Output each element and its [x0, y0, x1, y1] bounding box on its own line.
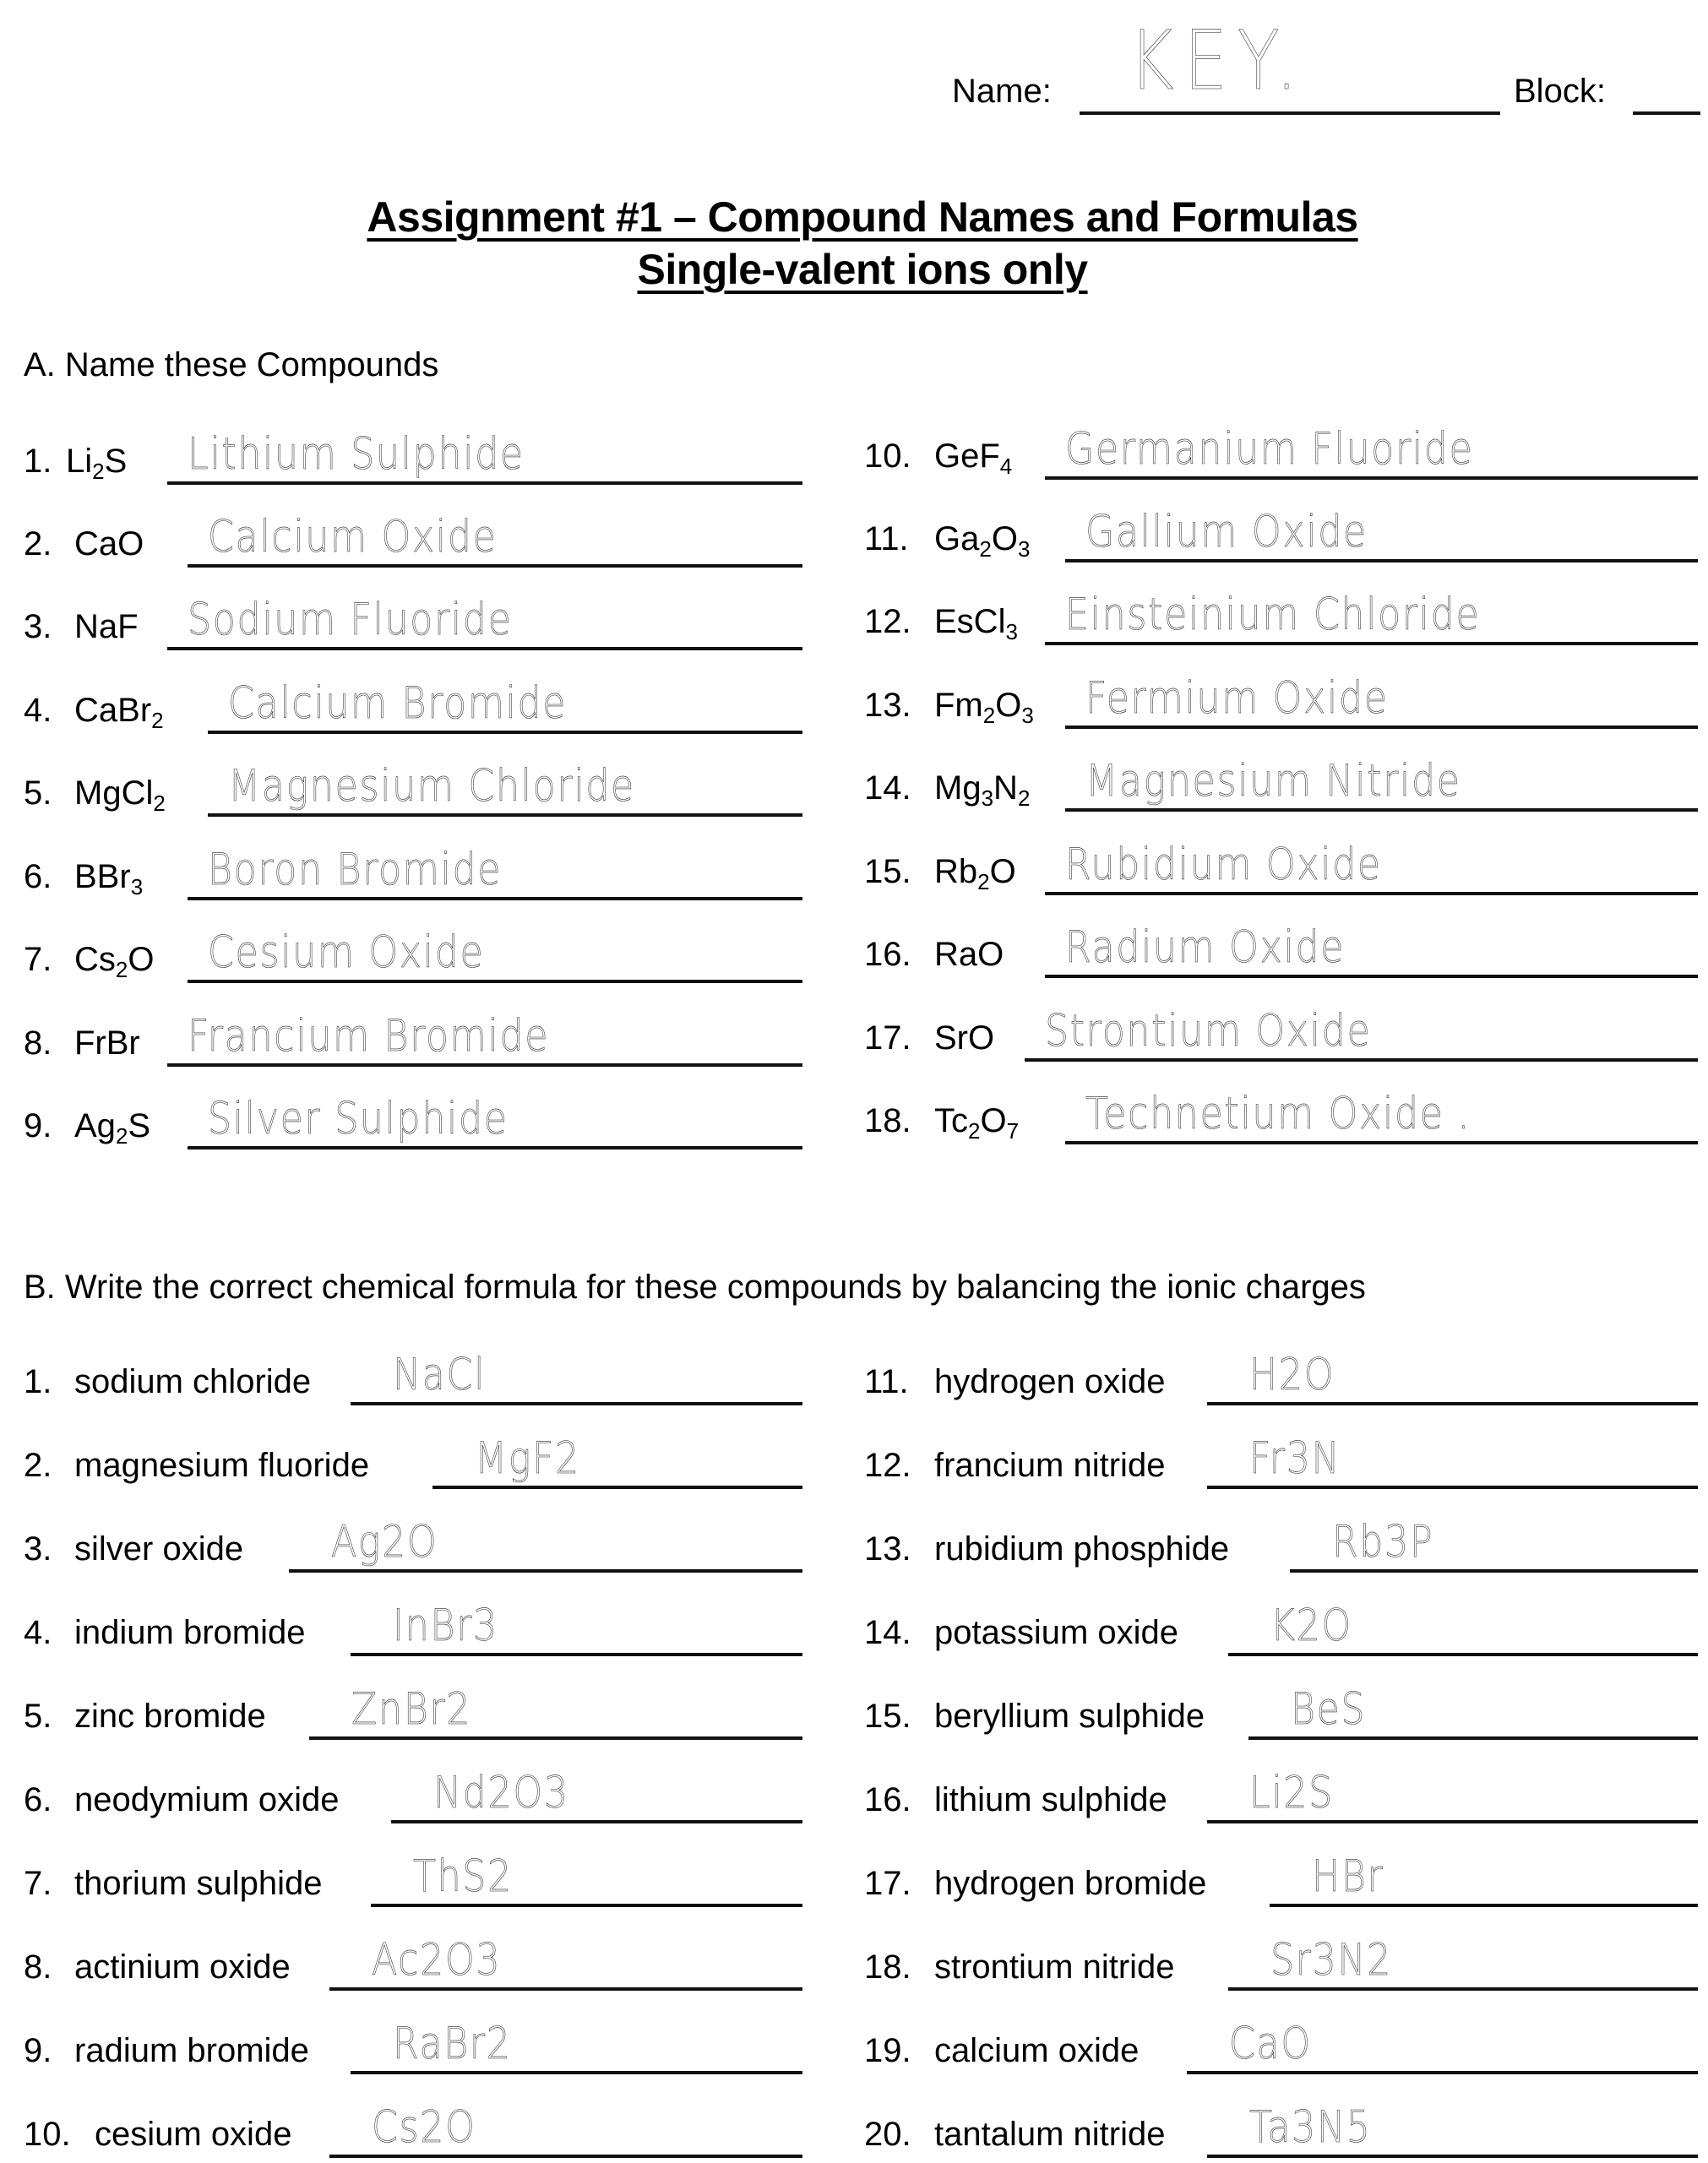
answer-underline	[1045, 476, 1698, 480]
name-field[interactable]	[1080, 14, 1500, 115]
compound-name: thorium sulphide	[74, 1865, 323, 1902]
handwritten-answer: Li2S	[1249, 1768, 1334, 1818]
section-b-item	[0, 1418, 1708, 1494]
answer-underline	[1228, 1653, 1698, 1656]
item-number: 20.	[864, 2116, 911, 2153]
formula-subscript: 3	[1021, 702, 1034, 728]
item-number: 1.	[24, 443, 52, 480]
formula-symbol: MgCl	[74, 774, 154, 812]
formula-subscript: 3	[981, 785, 994, 811]
compound-name: cesium oxide	[95, 2116, 292, 2153]
answer-field[interactable]	[1228, 1920, 1698, 1996]
answer-underline	[1248, 1736, 1698, 1740]
formula-subscript: 2	[977, 868, 990, 894]
compound-name: magnesium fluoride	[74, 1447, 370, 1484]
answer-field[interactable]	[1207, 1418, 1698, 1494]
item-number: 1.	[24, 1363, 52, 1400]
compound-name: indium bromide	[74, 1614, 306, 1651]
formula-subscript: 2	[968, 1117, 981, 1144]
compound-formula	[934, 851, 1016, 892]
handwritten-answer: HBr	[1312, 1851, 1384, 1902]
handwritten-answer: ThS2	[413, 1851, 513, 1902]
item-number: 16.	[864, 936, 911, 973]
formula-subscript: 3	[1005, 618, 1018, 644]
answer-underline	[1290, 1569, 1698, 1573]
item-number: 12.	[864, 603, 911, 640]
item-number: 17.	[864, 1865, 911, 1902]
item-number: 7.	[24, 941, 52, 978]
formula-symbol: S	[128, 1107, 151, 1144]
handwritten-answer: NaCl	[393, 1350, 487, 1400]
formula-symbol: CaO	[74, 525, 144, 562]
compound-formula	[934, 1101, 1020, 1144]
formula-symbol: S	[104, 443, 128, 480]
item-number: 11.	[864, 1363, 909, 1400]
answer-field[interactable]	[1290, 1502, 1698, 1578]
formula-symbol: SrO	[934, 1019, 995, 1057]
handwritten-answer: Strontium Oxide	[1045, 1006, 1372, 1057]
handwritten-answer: Technetium Oxide .	[1085, 1089, 1471, 1139]
compound-formula	[934, 436, 1013, 479]
section-b-item	[0, 1753, 1708, 1829]
compound-formula	[934, 1018, 994, 1058]
handwritten-answer: ZnBr2	[351, 1684, 472, 1735]
item-number: 17.	[864, 1019, 911, 1057]
answer-field[interactable]	[1207, 1334, 1698, 1410]
section-a-item	[0, 907, 1708, 983]
compound-name: francium nitride	[934, 1447, 1166, 1484]
compound-name: zinc bromide	[74, 1698, 266, 1735]
item-number: 18.	[864, 1102, 911, 1139]
formula-subscript: 2	[1017, 785, 1031, 811]
item-number: 3.	[24, 1530, 52, 1568]
handwritten-answer: K2O	[1270, 1601, 1353, 1651]
item-number: 2.	[24, 1447, 52, 1484]
answer-underline	[1270, 1904, 1698, 1907]
answer-underline	[1207, 1486, 1698, 1489]
item-number: 14.	[864, 769, 911, 807]
item-number: 19.	[864, 2032, 911, 2069]
item-number: 11.	[864, 520, 909, 557]
formula-symbol: CaBr	[74, 692, 152, 729]
block-field[interactable]	[1633, 81, 1700, 115]
handwritten-answer: Sodium Fluoride	[188, 595, 513, 645]
handwritten-answer: Nd2O3	[433, 1768, 569, 1818]
section-a-item	[0, 409, 1708, 485]
formula-symbol: O	[991, 520, 1018, 557]
handwritten-answer: H2O	[1249, 1350, 1335, 1400]
formula-symbol: FrBr	[74, 1024, 140, 1062]
formula-subscript: 2	[115, 1122, 128, 1149]
answer-underline	[1207, 1820, 1698, 1823]
section-a-item	[0, 824, 1708, 900]
answer-underline	[1228, 1987, 1698, 1991]
formula-symbol: Mg	[934, 769, 982, 807]
answer-field[interactable]	[1065, 741, 1698, 817]
handwritten-answer: Calcium Bromide	[228, 678, 568, 729]
answer-underline	[1025, 1058, 1698, 1062]
section-a-item	[0, 574, 1708, 650]
formula-subscript: 7	[1006, 1117, 1020, 1144]
name-label: Name:	[952, 73, 1052, 110]
compound-name: calcium oxide	[934, 2032, 1140, 2069]
formula-symbol: Rb	[934, 853, 978, 890]
item-number: 9.	[24, 2032, 52, 2069]
answer-field[interactable]	[1045, 824, 1698, 900]
section-a-item	[0, 658, 1708, 734]
item-number: 12.	[864, 1447, 911, 1484]
handwritten-answer: Boron Bromide	[208, 845, 503, 895]
section-a-heading: A. Name these Compounds	[24, 346, 439, 383]
answer-field[interactable]	[1248, 1669, 1698, 1745]
section-b-item	[0, 1920, 1708, 1996]
handwritten-answer: RaBr2	[393, 2019, 512, 2069]
handwritten-answer: Magnesium Nitride	[1085, 756, 1461, 807]
compound-formula	[934, 685, 1034, 726]
handwritten-answer: CaO	[1229, 2019, 1312, 2069]
section-a-item	[0, 741, 1708, 817]
answer-underline	[1207, 2155, 1698, 2158]
item-number: 2.	[24, 525, 52, 562]
answer-field[interactable]	[1187, 2003, 1698, 2079]
compound-name: hydrogen bromide	[934, 1865, 1207, 1902]
item-number: 15.	[864, 853, 911, 890]
handwritten-answer: BeS	[1291, 1684, 1367, 1735]
formula-symbol: Fm	[934, 687, 983, 724]
item-number: 13.	[864, 687, 911, 724]
answer-field[interactable]	[1065, 1073, 1698, 1149]
handwritten-answer: Sr3N2	[1270, 1935, 1393, 1986]
handwritten-answer: Silver Sulphide	[208, 1094, 509, 1144]
item-number: 5.	[24, 1698, 52, 1735]
handwritten-answer: MgF2	[475, 1433, 581, 1484]
item-number: 14.	[864, 1614, 911, 1651]
formula-subscript: 2	[153, 790, 166, 816]
answer-field[interactable]	[1045, 409, 1698, 485]
formula-symbol: Li	[66, 443, 93, 480]
formula-symbol: N	[993, 769, 1018, 807]
formula-symbol: Cs	[74, 941, 116, 978]
answer-underline	[1065, 1141, 1698, 1144]
formula-subscript: 3	[130, 873, 144, 899]
answer-field[interactable]	[1045, 907, 1698, 983]
answer-field[interactable]	[1025, 991, 1698, 1067]
answer-underline	[1187, 2071, 1698, 2074]
section-a-item	[0, 1073, 1708, 1149]
answer-field[interactable]	[1207, 1753, 1698, 1829]
handwritten-answer: Cs2O	[372, 2102, 476, 2153]
formula-symbol: BBr	[74, 858, 131, 895]
item-number: 16.	[864, 1781, 911, 1818]
section-b-item	[0, 1585, 1708, 1661]
handwritten-answer: Ac2O3	[372, 1935, 502, 1986]
formula-symbol: O	[989, 853, 1016, 890]
item-number: 8.	[24, 1948, 52, 1986]
formula-symbol: O	[980, 1102, 1007, 1139]
answer-underline	[1207, 1402, 1698, 1405]
item-number: 6.	[24, 1781, 52, 1818]
formula-subscript: 4	[999, 453, 1013, 479]
handwritten-answer: Ag2O	[331, 1517, 438, 1568]
item-number: 5.	[24, 774, 52, 812]
compound-name: silver oxide	[74, 1530, 244, 1568]
formula-symbol: O	[128, 941, 155, 978]
compound-formula	[934, 519, 1031, 562]
handwritten-answer: Lithium Sulphide	[188, 429, 525, 480]
handwritten-answer: Cesium Oxide	[208, 927, 485, 978]
section-b-item	[0, 1334, 1708, 1410]
formula-subscript: 2	[982, 702, 996, 728]
answer-field[interactable]	[1270, 1836, 1698, 1912]
handwritten-answer: Gallium Oxide	[1085, 507, 1368, 557]
item-number: 4.	[24, 1614, 52, 1651]
answer-field[interactable]	[1065, 492, 1698, 568]
formula-symbol: NaF	[74, 608, 139, 645]
formula-symbol: RaO	[934, 936, 1004, 973]
block-label: Block:	[1514, 73, 1606, 110]
item-number: 8.	[24, 1024, 52, 1062]
answer-underline	[1045, 642, 1698, 645]
handwritten-answer: Fr3N	[1249, 1433, 1341, 1484]
formula-subscript: 2	[151, 707, 164, 733]
handwritten-answer: Fermium Oxide	[1085, 673, 1389, 724]
handwritten-answer: Calcium Oxide	[208, 512, 498, 562]
compound-name: hydrogen oxide	[934, 1363, 1166, 1400]
handwritten-answer: Rb3P	[1332, 1517, 1434, 1568]
handwritten-answer: InBr3	[393, 1601, 498, 1651]
answer-field[interactable]	[1045, 574, 1698, 650]
item-number: 4.	[24, 692, 52, 729]
item-number: 10.	[864, 437, 911, 475]
handwritten-answer: Einsteinium Chloride	[1065, 590, 1481, 640]
compound-formula	[934, 601, 1018, 642]
answer-field[interactable]	[1228, 1585, 1698, 1661]
handwritten-answer: Magnesium Chloride	[228, 761, 635, 812]
page-subtitle: Single-valent ions only	[637, 246, 1088, 293]
compound-name: neodymium oxide	[74, 1781, 340, 1818]
section-b-item	[0, 2003, 1708, 2079]
item-number: 7.	[24, 1865, 52, 1902]
section-b-item	[0, 1502, 1708, 1578]
formula-symbol: EsCl	[934, 603, 1006, 640]
section-b-item	[0, 1836, 1708, 1912]
compound-name: sodium chloride	[74, 1363, 312, 1400]
item-number: 18.	[864, 1948, 911, 1986]
handwritten-answer: Germanium Fluoride	[1065, 424, 1474, 475]
formula-subscript: 3	[1017, 535, 1031, 562]
answer-underline	[1065, 726, 1698, 729]
formula-subscript: 2	[92, 458, 105, 484]
item-number: 9.	[24, 1107, 52, 1144]
formula-subscript: 2	[115, 956, 128, 982]
answer-underline	[1065, 559, 1698, 562]
formula-symbol: GeF	[934, 437, 1000, 475]
compound-name: actinium oxide	[74, 1948, 291, 1986]
compound-name: rubidium phosphide	[934, 1530, 1230, 1568]
page-title: Assignment #1 – Compound Names and Formulas	[367, 193, 1358, 241]
compound-formula	[934, 934, 1004, 975]
answer-underline	[1065, 808, 1698, 812]
compound-name: radium bromide	[74, 2032, 309, 2069]
formula-symbol: Tc	[934, 1102, 968, 1139]
section-b-heading: B. Write the correct chemical formula for these compounds by balancing the ionic charges	[24, 1269, 1366, 1306]
compound-formula	[934, 768, 1031, 811]
compound-name: potassium oxide	[934, 1614, 1179, 1651]
item-number: 6.	[24, 858, 52, 895]
formula-symbol: O	[995, 687, 1022, 724]
handwritten-answer: Radium Oxide	[1065, 922, 1346, 973]
handwritten-answer: Francium Bromide	[188, 1011, 550, 1062]
formula-symbol: Ga	[934, 520, 980, 557]
name-value: KEY.	[1129, 14, 1308, 108]
handwritten-answer: Rubidium Oxide	[1065, 840, 1382, 890]
compound-name: strontium nitride	[934, 1948, 1175, 1986]
handwritten-answer: Ta3N5	[1249, 2102, 1372, 2153]
compound-name: beryllium sulphide	[934, 1698, 1205, 1735]
answer-underline	[1045, 892, 1698, 895]
formula-subscript: 2	[979, 535, 992, 562]
item-number: 3.	[24, 608, 52, 645]
section-a-item	[0, 492, 1708, 568]
section-b-item	[0, 1669, 1708, 1745]
answer-field[interactable]	[1065, 658, 1698, 734]
section-a-item	[0, 991, 1708, 1067]
item-number: 10.	[24, 2116, 71, 2153]
section-b-item	[0, 2087, 1708, 2163]
compound-name: tantalum nitride	[934, 2116, 1166, 2153]
item-number: 13.	[864, 1530, 911, 1568]
compound-name: lithium sulphide	[934, 1781, 1167, 1818]
answer-underline	[1045, 975, 1698, 978]
item-number: 15.	[864, 1698, 911, 1735]
answer-field[interactable]	[1207, 2087, 1698, 2163]
formula-symbol: Ag	[74, 1107, 116, 1144]
